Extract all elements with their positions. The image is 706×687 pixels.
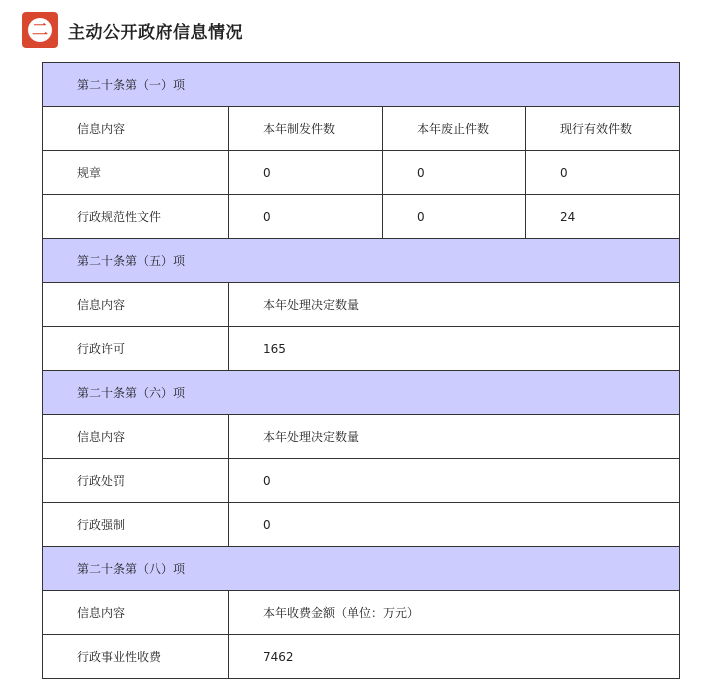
- table-cell: 24: [526, 195, 680, 239]
- column-header: 现行有效件数: [526, 107, 680, 151]
- table-cell: 165: [229, 327, 680, 371]
- section-heading: 第二十条第（六）项: [43, 371, 680, 415]
- table-cell: 0: [526, 151, 680, 195]
- column-header-row: [43, 283, 680, 327]
- table-cell: 0: [229, 459, 680, 503]
- column-header: 本年处理决定数量: [229, 283, 680, 327]
- table-row: [43, 327, 680, 371]
- section-row: [43, 63, 680, 107]
- section-row: [43, 239, 680, 283]
- table-cell: 0: [383, 151, 526, 195]
- table-row: [43, 635, 680, 679]
- column-header: 本年制发件数: [229, 107, 383, 151]
- column-header: 信息内容: [43, 415, 229, 459]
- section-title: 主动公开政府信息情况: [68, 22, 243, 43]
- column-header: 信息内容: [43, 591, 229, 635]
- section-row: [43, 371, 680, 415]
- section-heading: 第二十条第（五）项: [43, 239, 680, 283]
- table-cell: 0: [229, 151, 383, 195]
- table-row: [43, 503, 680, 547]
- row-label: 行政许可: [43, 327, 229, 371]
- table-row: [43, 195, 680, 239]
- section-heading: 第二十条第（八）项: [43, 547, 680, 591]
- disclosure-table: [42, 62, 680, 679]
- row-label: 行政处罚: [43, 459, 229, 503]
- row-label: 行政规范性文件: [43, 195, 229, 239]
- section-number-badge: [22, 12, 58, 48]
- column-header-row: [43, 107, 680, 151]
- table-cell: 0: [229, 195, 383, 239]
- section-heading: 第二十条第（一）项: [43, 63, 680, 107]
- table-row: [43, 459, 680, 503]
- row-label: 规章: [43, 151, 229, 195]
- column-header: 信息内容: [43, 107, 229, 151]
- section-header: [22, 12, 243, 48]
- column-header-row: [43, 415, 680, 459]
- column-header: 信息内容: [43, 283, 229, 327]
- column-header: 本年废止件数: [383, 107, 526, 151]
- row-label: 行政事业性收费: [43, 635, 229, 679]
- section-row: [43, 547, 680, 591]
- column-header-row: [43, 591, 680, 635]
- column-header: 本年处理决定数量: [229, 415, 680, 459]
- table-cell: 7462: [229, 635, 680, 679]
- table-cell: 0: [229, 503, 680, 547]
- table-cell: 0: [383, 195, 526, 239]
- column-header: 本年收费金额（单位：万元）: [229, 591, 680, 635]
- table-row: [43, 151, 680, 195]
- section-number: 二: [28, 18, 52, 42]
- row-label: 行政强制: [43, 503, 229, 547]
